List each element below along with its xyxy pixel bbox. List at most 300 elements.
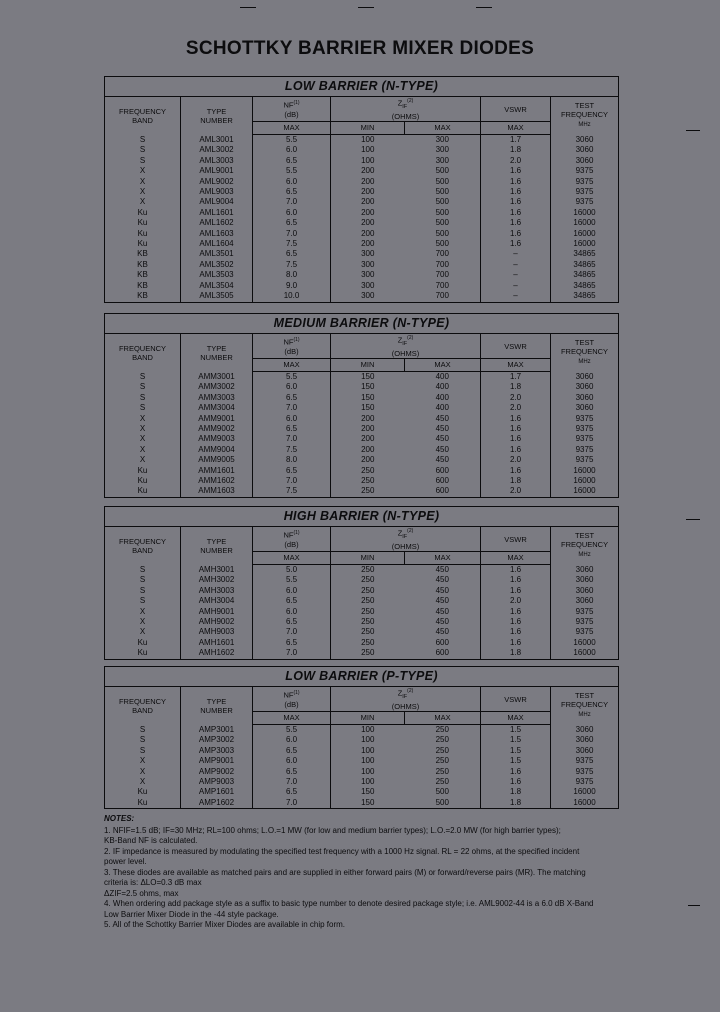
header-nf-max: MAX — [253, 712, 331, 725]
header-if-impedance — [331, 527, 481, 552]
cell-type: AML1603 — [181, 229, 253, 239]
cell-zif-max: 300 — [405, 135, 481, 146]
header-vswr: VSWR — [481, 527, 551, 552]
cell-freq: 3060 — [551, 382, 619, 392]
header-type-l1: TYPE — [206, 696, 227, 706]
header-type-l2: NUMBER — [200, 705, 233, 715]
header-band-l1: FREQUENCY — [118, 536, 167, 546]
cell-band: X — [105, 187, 181, 197]
cell-nf: 6.0 — [253, 756, 331, 766]
header-test-l1: TEST — [574, 691, 595, 701]
cell-nf: 6.5 — [253, 218, 331, 228]
header-nf-unit: (dB) — [284, 346, 299, 356]
header-test-l2: FREQUENCY — [560, 110, 609, 120]
cell-zif-max: 450 — [405, 455, 481, 465]
header-test-l2: FREQUENCY — [560, 347, 609, 357]
note-4: 4. When ordering add package style as a suffix to basic type number to denote desired package style; i.e. AML9002-44 is a 6.0 dB X-Band — [104, 899, 594, 908]
cell-vswr: 1.6 — [481, 177, 551, 187]
cell-band: Ku — [105, 208, 181, 218]
header-test-l3: MHz — [578, 712, 591, 719]
cell-zif-max: 250 — [405, 746, 481, 756]
table-row — [105, 145, 619, 155]
cell-zif-min: 300 — [361, 249, 375, 259]
cell-type: AML3502 — [181, 260, 253, 270]
cell-nf: 7.5 — [253, 239, 331, 249]
cell-freq: 34865 — [551, 281, 619, 291]
cell-type: AML1601 — [181, 208, 253, 218]
header-vswr: VSWR — [481, 687, 551, 712]
header-vswr: VSWR — [481, 334, 551, 359]
header-nf: NF — [283, 530, 294, 540]
table-row — [105, 735, 619, 745]
header-type-number — [181, 527, 253, 565]
cell-nf: 6.5 — [253, 746, 331, 756]
header-type-l1: TYPE — [206, 536, 227, 546]
table-row — [105, 218, 619, 228]
cell-freq: 16000 — [551, 229, 619, 239]
cell-zif-max: 450 — [405, 445, 481, 455]
cell-vswr: 1.8 — [481, 798, 551, 809]
cell-zif-max: 500 — [405, 187, 481, 197]
cell-type: AMH3001 — [181, 565, 253, 576]
cell-band: S — [105, 565, 181, 576]
cell-vswr: – — [481, 281, 551, 291]
header-zif-min: MIN — [331, 122, 405, 135]
cell-band: KB — [105, 291, 181, 302]
cell-freq: 3060 — [551, 393, 619, 403]
note-1: 1. NFIF=1.5 dB; IF=30 MHz; RL=100 ohms; L.O.=1 MW (for low and medium barrier types); L.O.=2.0 MW (for high barrier types); — [104, 825, 561, 835]
cell-zif-min: 150 — [361, 372, 375, 381]
header-nf: NF — [283, 690, 294, 700]
cell-freq: 3060 — [551, 372, 619, 383]
table-row — [105, 617, 619, 627]
cell-freq: 34865 — [551, 249, 619, 259]
cell-type: AMM9005 — [181, 455, 253, 465]
cell-zif-max: 600 — [405, 476, 481, 486]
cell-freq: 3060 — [551, 586, 619, 596]
cell-freq: 3060 — [551, 746, 619, 756]
cell-zif-max: 600 — [405, 638, 481, 648]
cell-zif-min: 250 — [361, 637, 375, 647]
cell-vswr: 1.6 — [481, 187, 551, 197]
cell-zif-max: 500 — [405, 798, 481, 809]
cell-vswr: – — [481, 291, 551, 302]
cell-band: KB — [105, 260, 181, 270]
cell-nf: 8.0 — [253, 270, 331, 280]
header-test-l3: MHz — [578, 122, 591, 129]
cell-zif-max: 450 — [405, 575, 481, 585]
cell-freq: 16000 — [551, 218, 619, 228]
cell-vswr: – — [481, 270, 551, 280]
header-zif: Z — [397, 98, 403, 108]
cell-zif-max: 600 — [405, 466, 481, 476]
cell-zif-max: 450 — [405, 434, 481, 444]
cell-zif-max: 450 — [405, 424, 481, 434]
cell-zif-min: 150 — [361, 403, 375, 413]
cell-freq: 9375 — [551, 777, 619, 787]
header-zif-unit: (OHMS) — [391, 349, 420, 358]
cell-vswr: 1.6 — [481, 239, 551, 249]
header-nf: NF — [283, 100, 294, 110]
cell-type: AMM9004 — [181, 445, 253, 455]
cell-freq: 9375 — [551, 434, 619, 444]
cell-band: Ku — [105, 638, 181, 648]
header-test-l1: TEST — [574, 338, 595, 348]
cell-zif-max: 500 — [405, 787, 481, 797]
header-frequency-band — [105, 334, 181, 372]
header-noise-figure — [253, 97, 331, 122]
medium-barrier-n-table — [104, 313, 619, 498]
cell-zif-max: 450 — [405, 607, 481, 617]
header-nf-max: MAX — [253, 122, 331, 135]
cell-band: KB — [105, 270, 181, 280]
cell-vswr: 2.0 — [481, 486, 551, 497]
scan-mark — [686, 519, 700, 520]
cell-type: AMH9001 — [181, 607, 253, 617]
table-row — [105, 239, 619, 249]
header-test-l1: TEST — [574, 531, 595, 541]
cell-freq: 3060 — [551, 565, 619, 576]
cell-type: AML3003 — [181, 156, 253, 166]
header-zif: Z — [397, 335, 403, 345]
cell-zif-max: 700 — [405, 270, 481, 280]
header-nf-note: (1) — [293, 690, 300, 697]
header-vswr-max: MAX — [481, 552, 551, 565]
cell-type: AMP1602 — [181, 798, 253, 809]
header-test-l3: MHz — [578, 552, 591, 559]
table-row — [105, 156, 619, 166]
cell-zif-max: 450 — [405, 586, 481, 596]
header-zif-sub: IF — [402, 694, 408, 700]
table-row — [105, 486, 619, 497]
cell-band: Ku — [105, 798, 181, 809]
cell-zif-max: 700 — [405, 291, 481, 302]
table-row — [105, 187, 619, 197]
cell-freq: 16000 — [551, 638, 619, 648]
header-test-frequency — [551, 97, 619, 135]
header-nf-max: MAX — [253, 359, 331, 372]
header-zif-sub: IF — [402, 534, 408, 540]
header-test-frequency — [551, 334, 619, 372]
cell-vswr: 2.0 — [481, 156, 551, 166]
note-3: 3. These diodes are available as matched pairs and are supplied in either forward pairs (M) or forward/reverse pairs (MR). The matching — [104, 867, 586, 877]
cell-zif-max: 400 — [405, 393, 481, 403]
cell-vswr: 1.6 — [481, 638, 551, 648]
cell-nf: 6.5 — [253, 787, 331, 797]
cell-nf: 9.0 — [253, 281, 331, 291]
cell-zif-min: 150 — [331, 798, 405, 809]
cell-type: AML1604 — [181, 239, 253, 249]
header-zif-unit: (OHMS) — [391, 542, 420, 551]
cell-zif-max: 300 — [405, 156, 481, 166]
cell-zif-min: 300 — [331, 291, 405, 302]
cell-zif-max: 450 — [405, 414, 481, 424]
low-barrier-p-table — [104, 666, 619, 809]
cell-zif-min: 250 — [361, 476, 375, 486]
table-row — [105, 476, 619, 486]
cell-freq: 34865 — [551, 291, 619, 302]
cell-freq: 16000 — [551, 787, 619, 797]
header-if-impedance — [331, 97, 481, 122]
header-test-l1: TEST — [574, 101, 595, 111]
high-barrier-n-table — [104, 506, 619, 660]
scan-mark — [476, 7, 492, 8]
header-nf-note: (1) — [293, 530, 300, 537]
cell-nf: 5.5 — [253, 575, 331, 585]
cell-vswr: 1.8 — [481, 382, 551, 392]
cell-zif-min: 200 — [361, 218, 375, 228]
table-row — [105, 434, 619, 444]
cell-vswr: 1.6 — [481, 218, 551, 228]
cell-type: AMP9001 — [181, 756, 253, 766]
cell-zif-max: 500 — [405, 229, 481, 239]
cell-band: S — [105, 135, 181, 146]
table-row — [105, 575, 619, 585]
cell-nf: 6.0 — [253, 145, 331, 155]
cell-type: AML3504 — [181, 281, 253, 291]
cell-zif-min: 250 — [361, 465, 375, 475]
cell-band: X — [105, 617, 181, 627]
cell-freq: 9375 — [551, 197, 619, 207]
cell-freq: 9375 — [551, 767, 619, 777]
cell-band: S — [105, 735, 181, 745]
cell-zif-max: 500 — [405, 239, 481, 249]
cell-type: AML3001 — [181, 135, 253, 146]
cell-zif-min: 250 — [361, 617, 375, 627]
cell-band: X — [105, 177, 181, 187]
cell-vswr: 2.0 — [481, 403, 551, 413]
note-3-criteria: ΔZIF=2.5 ohms, max — [104, 888, 179, 898]
cell-band: S — [105, 725, 181, 736]
cell-zif-min: 250 — [331, 648, 405, 659]
cell-type: AMH3002 — [181, 575, 253, 585]
cell-nf: 7.5 — [253, 260, 331, 270]
cell-band: KB — [105, 249, 181, 259]
notes-heading: NOTES: — [104, 814, 135, 823]
header-zif-note: (2) — [407, 688, 414, 694]
cell-zif-max: 250 — [405, 725, 481, 736]
header-zif-note: (2) — [407, 98, 414, 104]
cell-nf: 5.5 — [253, 725, 331, 736]
cell-vswr: 1.6 — [481, 565, 551, 576]
cell-zif-max: 600 — [405, 648, 481, 659]
cell-type: AMM9002 — [181, 424, 253, 434]
cell-zif-min: 100 — [361, 745, 375, 755]
cell-zif-min: 100 — [361, 725, 375, 734]
cell-vswr: 1.5 — [481, 735, 551, 745]
cell-band: Ku — [105, 218, 181, 228]
table-row — [105, 466, 619, 476]
cell-freq: 34865 — [551, 270, 619, 280]
header-type-l2: NUMBER — [200, 352, 233, 362]
cell-freq: 9375 — [551, 187, 619, 197]
header-zif-max: MAX — [405, 552, 481, 565]
cell-band: X — [105, 197, 181, 207]
header-nf-unit: (dB) — [284, 539, 299, 549]
cell-vswr: 1.7 — [481, 372, 551, 383]
cell-nf: 7.0 — [253, 627, 331, 637]
cell-vswr: 1.5 — [481, 746, 551, 756]
cell-zif-min: 200 — [361, 166, 375, 176]
cell-freq: 16000 — [551, 208, 619, 218]
cell-zif-max: 450 — [405, 617, 481, 627]
header-band-l2: BAND — [132, 705, 153, 715]
cell-vswr: 1.6 — [481, 466, 551, 476]
cell-type: AMH1602 — [181, 648, 253, 659]
cell-band: X — [105, 767, 181, 777]
cell-zif-max: 400 — [405, 403, 481, 413]
cell-freq: 3060 — [551, 735, 619, 745]
cell-type: AMP3003 — [181, 746, 253, 756]
cell-type: AMM1603 — [181, 486, 253, 497]
cell-band: KB — [105, 281, 181, 291]
cell-band: Ku — [105, 648, 181, 659]
table-row — [105, 746, 619, 756]
cell-band: X — [105, 777, 181, 787]
cell-freq: 3060 — [551, 575, 619, 585]
table-row — [105, 455, 619, 465]
cell-vswr: 1.6 — [481, 777, 551, 787]
header-nf-note: (1) — [293, 337, 300, 344]
cell-band: Ku — [105, 476, 181, 486]
header-noise-figure — [253, 527, 331, 552]
cell-band: S — [105, 156, 181, 166]
header-band-l1: FREQUENCY — [118, 343, 167, 353]
header-vswr-max: MAX — [481, 122, 551, 135]
cell-type: AML9002 — [181, 177, 253, 187]
cell-nf: 6.5 — [253, 156, 331, 166]
cell-nf: 7.0 — [253, 476, 331, 486]
cell-vswr: 1.7 — [481, 135, 551, 146]
cell-vswr: 2.0 — [481, 393, 551, 403]
header-zif-note: (2) — [407, 528, 414, 534]
header-zif-max: MAX — [405, 122, 481, 135]
cell-zif-min: 200 — [361, 228, 375, 238]
header-zif-unit: (OHMS) — [391, 112, 420, 121]
cell-vswr: 1.6 — [481, 424, 551, 434]
cell-zif-max: 500 — [405, 166, 481, 176]
cell-nf: 7.0 — [253, 648, 331, 659]
header-test-frequency — [551, 687, 619, 725]
cell-zif-max: 250 — [405, 735, 481, 745]
cell-zif-min: 100 — [361, 777, 375, 787]
cell-freq: 16000 — [551, 466, 619, 476]
cell-vswr: 1.6 — [481, 627, 551, 637]
cell-vswr: 1.5 — [481, 725, 551, 736]
low-barrier-n-table — [104, 76, 619, 303]
cell-nf: 7.0 — [253, 197, 331, 207]
cell-vswr: 1.6 — [481, 575, 551, 585]
header-vswr-max: MAX — [481, 359, 551, 372]
table-row — [105, 197, 619, 207]
cell-nf: 6.0 — [253, 177, 331, 187]
cell-vswr: 1.8 — [481, 476, 551, 486]
cell-type: AML3503 — [181, 270, 253, 280]
table-row — [105, 424, 619, 434]
table-row — [105, 648, 619, 659]
cell-zif-min: 100 — [361, 756, 375, 766]
cell-zif-min: 200 — [361, 413, 375, 423]
cell-freq: 9375 — [551, 627, 619, 637]
cell-zif-min: 250 — [361, 627, 375, 637]
cell-vswr: 1.6 — [481, 586, 551, 596]
note-5: 5. All of the Schottky Barrier Mixer Diodes are available in chip form. — [104, 920, 345, 929]
cell-type: AMM3004 — [181, 403, 253, 413]
cell-type: AML3501 — [181, 249, 253, 259]
cell-zif-min: 250 — [331, 486, 405, 497]
cell-vswr: 1.8 — [481, 648, 551, 659]
cell-vswr: 1.6 — [481, 197, 551, 207]
cell-type: AMP1601 — [181, 787, 253, 797]
cell-type: AMH9003 — [181, 627, 253, 637]
header-zif-min: MIN — [331, 712, 405, 725]
header-type-number — [181, 97, 253, 135]
header-zif: Z — [397, 688, 403, 698]
table-row — [105, 767, 619, 777]
cell-nf: 7.5 — [253, 486, 331, 497]
cell-freq: 16000 — [551, 476, 619, 486]
cell-type: AMM9003 — [181, 434, 253, 444]
note-1-cont: KB-Band NF is calculated. — [104, 836, 198, 845]
cell-freq: 9375 — [551, 414, 619, 424]
table-row — [105, 725, 619, 736]
table-row — [105, 135, 619, 146]
cell-freq: 9375 — [551, 424, 619, 434]
cell-band: Ku — [105, 486, 181, 497]
cell-freq: 3060 — [551, 135, 619, 146]
header-if-impedance — [331, 687, 481, 712]
table-row — [105, 291, 619, 302]
header-zif-unit: (OHMS) — [391, 702, 420, 711]
cell-band: X — [105, 445, 181, 455]
cell-zif-max: 300 — [405, 145, 481, 155]
cell-nf: 6.0 — [253, 735, 331, 745]
cell-vswr: 1.8 — [481, 787, 551, 797]
cell-zif-min: 200 — [361, 176, 375, 186]
cell-nf: 6.5 — [253, 767, 331, 777]
table-row — [105, 208, 619, 218]
header-band-l1: FREQUENCY — [118, 696, 167, 706]
table-row — [105, 638, 619, 648]
cell-type: AMH3004 — [181, 596, 253, 606]
note-2: 2. IF impedance is measured by modulating the specified test frequency with a 1000 Hz signal. RL = 22 ohms, at the specified incident — [104, 846, 580, 856]
cell-nf: 7.0 — [253, 434, 331, 444]
cell-zif-min: 250 — [361, 565, 375, 574]
cell-zif-max: 250 — [405, 777, 481, 787]
table-row — [105, 627, 619, 637]
table-row — [105, 393, 619, 403]
header-noise-figure — [253, 687, 331, 712]
cell-freq: 3060 — [551, 403, 619, 413]
cell-nf: 7.0 — [253, 777, 331, 787]
cell-nf: 7.0 — [253, 798, 331, 809]
cell-freq: 3060 — [551, 725, 619, 736]
cell-nf: 5.0 — [253, 565, 331, 576]
table-row — [105, 798, 619, 809]
cell-zif-min: 100 — [361, 135, 375, 144]
cell-type: AMM9001 — [181, 414, 253, 424]
cell-freq: 16000 — [551, 798, 619, 809]
cell-freq: 9375 — [551, 455, 619, 465]
cell-freq: 16000 — [551, 239, 619, 249]
cell-band: S — [105, 382, 181, 392]
cell-nf: 6.5 — [253, 617, 331, 627]
cell-zif-min: 200 — [361, 197, 375, 207]
cell-zif-min: 250 — [361, 596, 375, 606]
cell-nf: 6.5 — [253, 466, 331, 476]
cell-type: AML9003 — [181, 187, 253, 197]
cell-vswr: 1.6 — [481, 445, 551, 455]
